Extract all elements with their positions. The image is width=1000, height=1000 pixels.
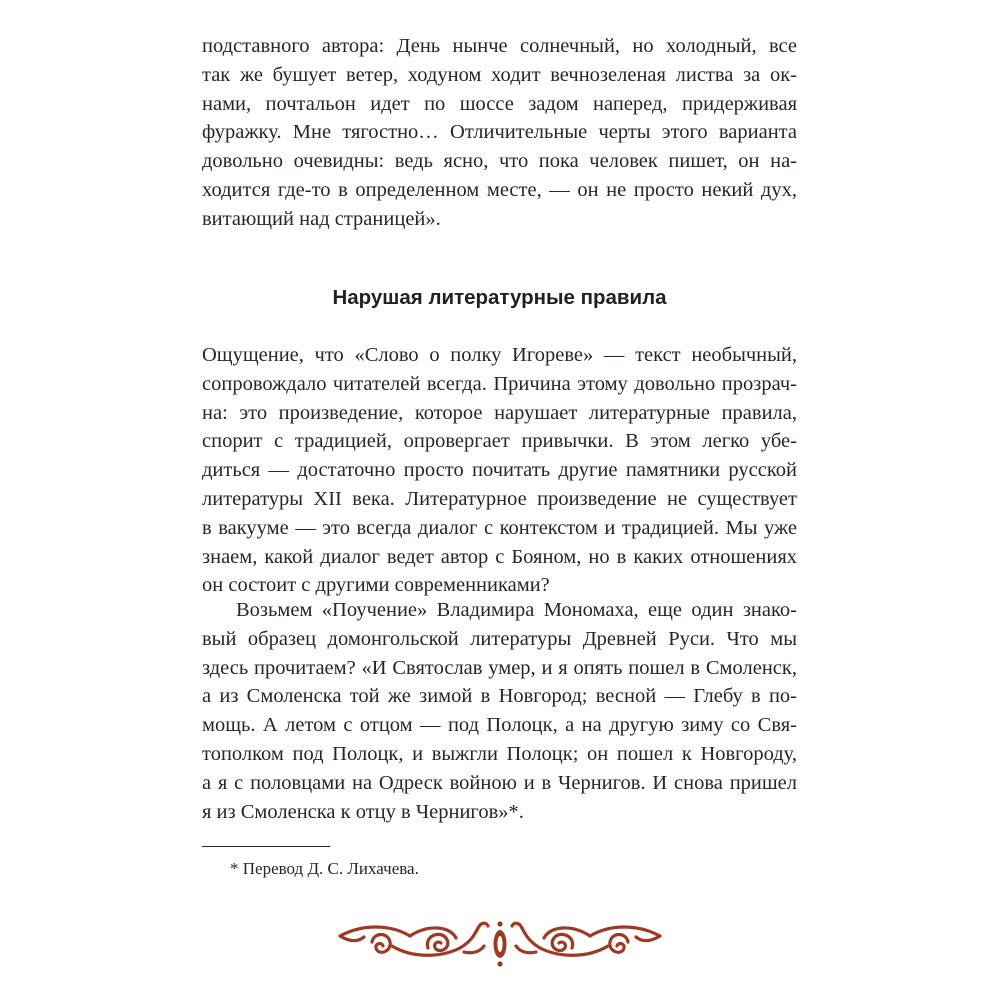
ornament-left-half [340, 923, 488, 955]
text-line: Возьмем «Поучение» Владимира Мономаха, еще один знако- [236, 599, 797, 621]
ornament-center [494, 921, 507, 966]
text-line: ходится где-то в определенном месте, — он не просто некий дух, [202, 178, 797, 201]
paragraph [202, 596, 797, 826]
text-line: довольно очевидны: ведь ясно, что пока человек пишет, он на- [202, 150, 797, 173]
text-line: так же бушует ветер, ходуном ходит вечнозеленая листва за ок- [202, 63, 797, 86]
text-line: нами, почтальон идет по шоссе задом наперед, придерживая [202, 92, 797, 115]
text-line: на: это произведение, которое нарушает литературные правила, [202, 401, 797, 424]
text-line: знаем, какой диалог ведет автор с Бояном, но в каких отношениях [202, 545, 797, 568]
text-line: диться — достаточно просто почитать другие памятники русской [202, 459, 797, 482]
text-line: тополком под Полоцк, и выжгли Полоцк; он пошел к Новгороду, [202, 742, 797, 765]
text-line: сопровождало читателей всегда. Причина этому довольно прозрач- [202, 372, 797, 395]
text-line: подставного автора: День нынче солнечный, но холодный, все [202, 35, 797, 57]
text-line: мощь. А летом с отцом — под Полоцк, а на другую зиму со Свя- [202, 714, 797, 737]
ornament-right-half [512, 923, 660, 955]
text-line: в вакууме — это всегда диалог с контекстом и традицией. Мы уже [202, 516, 797, 539]
text-line: фуражку. Мне тягостно… Отличительные черты этого варианта [202, 121, 797, 144]
text-line: витающий над страницей». [202, 207, 441, 230]
text-line: я из Смоленска к отцу в Чернигов»*. [202, 800, 524, 823]
paragraph [202, 341, 797, 600]
footnote-divider [202, 846, 330, 847]
paragraph-continued [202, 32, 797, 234]
footnote: * Перевод Д. С. Лихачева. [230, 859, 419, 878]
text-line: он состоит с другими современниками? [202, 574, 550, 597]
section-heading: Нарушая литературные правила [332, 286, 667, 309]
text-line: здесь прочитаем? «И Святослав умер, и я опять пошел в Смоленск, [202, 656, 797, 679]
flourish-ornament-icon [332, 912, 668, 972]
text-line: а из Смоленска той же зимой в Новгород; весной — Глебу в по- [202, 685, 797, 708]
text-line: а я с половцами на Одреск войною и в Чернигов. И снова пришел [202, 771, 797, 794]
text-line: вый образец домонгольской литературы Древней Руси. Что мы [202, 627, 797, 650]
text-line: спорит с традицией, опровергает привычки. В этом легко убе- [202, 430, 797, 453]
text-line: литературы XII века. Литературное произведение не существует [202, 487, 797, 510]
text-line: Ощущение, что «Слово о полку Игореве» — текст необычный, [202, 344, 797, 366]
